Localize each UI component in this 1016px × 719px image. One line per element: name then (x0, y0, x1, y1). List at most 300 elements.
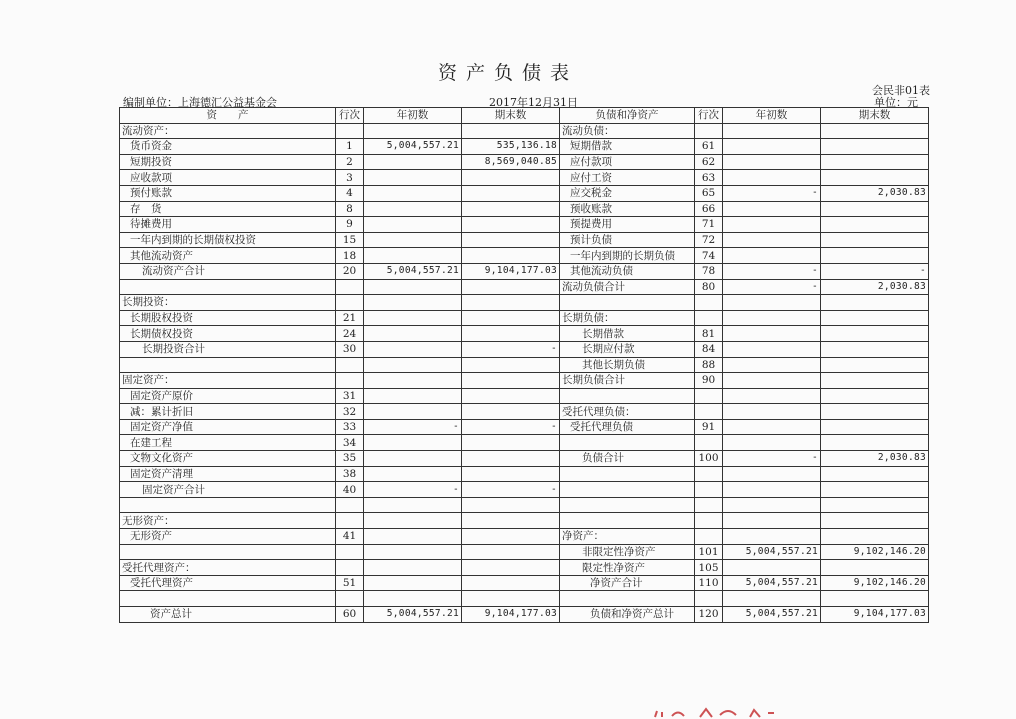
asset-begin-value (364, 497, 462, 513)
asset-end-value (462, 123, 560, 139)
asset-end-value (462, 326, 560, 342)
header-line-2: 行次 (695, 108, 723, 124)
asset-begin-value (364, 217, 462, 233)
table-row (120, 560, 929, 576)
table-row (120, 279, 929, 295)
liability-end-value (821, 529, 929, 545)
liability-end-value (821, 341, 929, 357)
asset-begin-value (364, 295, 462, 311)
asset-begin-value: - (364, 419, 462, 435)
asset-item: 长期投资合计 (120, 341, 336, 357)
asset-end-value (462, 497, 560, 513)
organization-label: 编制单位：上海德汇公益基金会 (123, 96, 277, 109)
asset-line-no: 38 (336, 466, 364, 482)
asset-line-no: 41 (336, 529, 364, 545)
table-row (120, 295, 929, 311)
liability-item: 受托代理负债： (560, 404, 695, 420)
asset-item: 文物文化资产 (120, 451, 336, 467)
liability-line-no (695, 529, 723, 545)
liability-line-no: 91 (695, 419, 723, 435)
table-row (120, 341, 929, 357)
asset-begin-value (364, 560, 462, 576)
asset-item: 固定资产原价 (120, 388, 336, 404)
liability-begin-value (723, 217, 821, 233)
asset-item: 流动资产： (120, 123, 336, 139)
table-row (120, 248, 929, 264)
liability-end-value (821, 419, 929, 435)
liability-line-no (695, 466, 723, 482)
asset-item: 资产总计 (120, 607, 336, 623)
asset-item: 存 货 (120, 201, 336, 217)
asset-begin-value (364, 326, 462, 342)
liability-end-value (821, 154, 929, 170)
liability-begin-value (723, 201, 821, 217)
header-end: 期末数 (462, 108, 560, 124)
liability-begin-value (723, 310, 821, 326)
table-row (120, 544, 929, 560)
liability-item (560, 295, 695, 311)
table-row (120, 154, 929, 170)
liability-item: 短期借款 (560, 139, 695, 155)
asset-line-no: 2 (336, 154, 364, 170)
liability-item: 一年内到期的长期负债 (560, 248, 695, 264)
liability-line-no: 88 (695, 357, 723, 373)
asset-line-no (336, 123, 364, 139)
asset-line-no (336, 373, 364, 389)
liability-line-no (695, 435, 723, 451)
liability-end-value (821, 388, 929, 404)
liability-line-no (695, 123, 723, 139)
liability-begin-value (723, 341, 821, 357)
liability-end-value: 2,030.83 (821, 279, 929, 295)
asset-end-value (462, 560, 560, 576)
liability-end-value (821, 373, 929, 389)
asset-end-value (462, 404, 560, 420)
liability-item: 应付款项 (560, 154, 695, 170)
liability-line-no: 80 (695, 279, 723, 295)
asset-item (120, 497, 336, 513)
asset-end-value (462, 388, 560, 404)
asset-begin-value (364, 435, 462, 451)
liability-end-value: - (821, 263, 929, 279)
table-row (120, 123, 929, 139)
asset-end-value: - (462, 419, 560, 435)
table-row (120, 482, 929, 498)
asset-item: 固定资产净值 (120, 419, 336, 435)
asset-item: 固定资产合计 (120, 482, 336, 498)
liability-line-no: 74 (695, 248, 723, 264)
liability-end-value: 2,030.83 (821, 185, 929, 201)
liability-end-value: 9,102,146.20 (821, 544, 929, 560)
asset-end-value (462, 295, 560, 311)
red-stamp-fragment (650, 703, 780, 719)
asset-line-no (336, 544, 364, 560)
liability-item: 长期负债合计 (560, 373, 695, 389)
asset-item: 货币资金 (120, 139, 336, 155)
table-row (120, 529, 929, 545)
asset-line-no: 20 (336, 263, 364, 279)
table-row (120, 217, 929, 233)
liability-end-value: 9,102,146.20 (821, 575, 929, 591)
liability-line-no (695, 388, 723, 404)
liability-begin-value (723, 373, 821, 389)
asset-end-value (462, 513, 560, 529)
liability-begin-value (723, 419, 821, 435)
liability-line-no: 90 (695, 373, 723, 389)
liability-line-no: 105 (695, 560, 723, 576)
table-row (120, 232, 929, 248)
asset-line-no: 34 (336, 435, 364, 451)
asset-begin-value (364, 310, 462, 326)
asset-line-no: 40 (336, 482, 364, 498)
liability-item: 其他流动负债 (560, 263, 695, 279)
asset-begin-value (364, 341, 462, 357)
asset-line-no: 51 (336, 575, 364, 591)
asset-line-no: 31 (336, 388, 364, 404)
asset-end-value (462, 435, 560, 451)
liability-begin-value (723, 513, 821, 529)
liability-line-no: 71 (695, 217, 723, 233)
table-row (120, 435, 929, 451)
table-row (120, 185, 929, 201)
asset-item: 固定资产： (120, 373, 336, 389)
asset-line-no: 18 (336, 248, 364, 264)
liability-item: 流动负债： (560, 123, 695, 139)
liability-line-no (695, 513, 723, 529)
table-row (120, 139, 929, 155)
liability-begin-value (723, 482, 821, 498)
liability-end-value (821, 201, 929, 217)
table-row (120, 451, 929, 467)
liability-item: 应交税金 (560, 185, 695, 201)
asset-line-no: 9 (336, 217, 364, 233)
table-row (120, 404, 929, 420)
liability-begin-value (723, 497, 821, 513)
asset-end-value (462, 248, 560, 264)
asset-end-value: 535,136.18 (462, 139, 560, 155)
asset-begin-value (364, 201, 462, 217)
asset-end-value: 9,104,177.03 (462, 607, 560, 623)
asset-item: 预付账款 (120, 185, 336, 201)
liability-line-no: 72 (695, 232, 723, 248)
liability-item: 其他长期负债 (560, 357, 695, 373)
asset-end-value: 9,104,177.03 (462, 263, 560, 279)
asset-line-no: 15 (336, 232, 364, 248)
asset-item (120, 279, 336, 295)
asset-item: 短期投资 (120, 154, 336, 170)
asset-begin-value: 5,004,557.21 (364, 607, 462, 623)
asset-item: 应收款项 (120, 170, 336, 186)
liability-line-no: 110 (695, 575, 723, 591)
table-row (120, 591, 929, 607)
liability-end-value (821, 435, 929, 451)
liability-line-no: 65 (695, 185, 723, 201)
asset-line-no: 3 (336, 170, 364, 186)
balance-sheet-table (119, 107, 929, 623)
asset-line-no: 35 (336, 451, 364, 467)
asset-line-no: 60 (336, 607, 364, 623)
liability-begin-value (723, 357, 821, 373)
asset-item: 受托代理资产： (120, 560, 336, 576)
liability-item: 负债合计 (560, 451, 695, 467)
liability-end-value (821, 170, 929, 186)
liability-begin-value (723, 388, 821, 404)
asset-end-value (462, 373, 560, 389)
table-header-row (120, 108, 929, 124)
table-row (120, 310, 929, 326)
liability-item (560, 466, 695, 482)
liability-begin-value: - (723, 451, 821, 467)
asset-begin-value (364, 248, 462, 264)
liability-item (560, 513, 695, 529)
asset-item: 其他流动资产 (120, 248, 336, 264)
asset-begin-value (364, 575, 462, 591)
liability-end-value (821, 466, 929, 482)
liability-item (560, 388, 695, 404)
table-row (120, 575, 929, 591)
liability-end-value (821, 497, 929, 513)
asset-item: 长期股权投资 (120, 310, 336, 326)
asset-begin-value (364, 529, 462, 545)
asset-end-value (462, 451, 560, 467)
asset-line-no (336, 591, 364, 607)
table-row (120, 326, 929, 342)
liability-line-no (695, 497, 723, 513)
liability-begin-value (723, 435, 821, 451)
liability-item: 应付工资 (560, 170, 695, 186)
liability-begin-value (723, 326, 821, 342)
liability-item (560, 591, 695, 607)
asset-end-value (462, 217, 560, 233)
asset-begin-value (364, 185, 462, 201)
asset-end-value: - (462, 341, 560, 357)
asset-end-value (462, 185, 560, 201)
asset-begin-value (364, 170, 462, 186)
asset-begin-value (364, 388, 462, 404)
liability-begin-value: - (723, 279, 821, 295)
liability-end-value (821, 248, 929, 264)
liability-item (560, 497, 695, 513)
liability-line-no: 61 (695, 139, 723, 155)
asset-item: 待摊费用 (120, 217, 336, 233)
asset-line-no: 4 (336, 185, 364, 201)
asset-item: 长期债权投资 (120, 326, 336, 342)
report-title: 资产负债表 (437, 62, 578, 84)
asset-begin-value (364, 373, 462, 389)
asset-item: 在建工程 (120, 435, 336, 451)
table-row (120, 201, 929, 217)
asset-begin-value: - (364, 482, 462, 498)
liability-begin-value (723, 139, 821, 155)
asset-begin-value (364, 513, 462, 529)
liability-begin-value (723, 560, 821, 576)
asset-item: 受托代理资产 (120, 575, 336, 591)
asset-line-no (336, 357, 364, 373)
asset-begin-value (364, 451, 462, 467)
asset-line-no (336, 279, 364, 295)
asset-item (120, 544, 336, 560)
table-row (120, 170, 929, 186)
liability-item: 预提费用 (560, 217, 695, 233)
table-row (120, 373, 929, 389)
liability-begin-value (723, 154, 821, 170)
asset-end-value (462, 591, 560, 607)
header-line: 行次 (336, 108, 364, 124)
liability-end-value (821, 232, 929, 248)
liability-item: 非限定性净资产 (560, 544, 695, 560)
liability-end-value (821, 217, 929, 233)
liability-begin-value (723, 232, 821, 248)
asset-item: 减：累计折旧 (120, 404, 336, 420)
table-row (120, 497, 929, 513)
liability-line-no: 120 (695, 607, 723, 623)
table-row (120, 263, 929, 279)
liability-item: 长期负债： (560, 310, 695, 326)
liability-begin-value: - (723, 263, 821, 279)
asset-end-value (462, 529, 560, 545)
liability-end-value: 2,030.83 (821, 451, 929, 467)
liability-end-value (821, 123, 929, 139)
asset-item: 固定资产清理 (120, 466, 336, 482)
liability-begin-value (723, 170, 821, 186)
liability-end-value (821, 560, 929, 576)
header-end-2: 期末数 (821, 108, 929, 124)
asset-begin-value (364, 544, 462, 560)
asset-end-value: - (462, 482, 560, 498)
asset-end-value (462, 544, 560, 560)
asset-line-no (336, 560, 364, 576)
table-row (120, 419, 929, 435)
table-row (120, 357, 929, 373)
liability-item: 净资产合计 (560, 575, 695, 591)
asset-begin-value (364, 154, 462, 170)
asset-begin-value (364, 404, 462, 420)
liability-begin-value: 5,004,557.21 (723, 575, 821, 591)
table-row (120, 607, 929, 623)
liability-line-no (695, 310, 723, 326)
liability-begin-value: - (723, 185, 821, 201)
liability-line-no (695, 404, 723, 420)
asset-line-no: 33 (336, 419, 364, 435)
asset-item (120, 591, 336, 607)
liability-line-no (695, 591, 723, 607)
liability-end-value: 9,104,177.03 (821, 607, 929, 623)
header-asset: 资 产 (120, 108, 336, 124)
asset-line-no: 30 (336, 341, 364, 357)
header-begin: 年初数 (364, 108, 462, 124)
liability-line-no: 81 (695, 326, 723, 342)
header-liabilities: 负债和净资产 (560, 108, 695, 124)
asset-line-no: 21 (336, 310, 364, 326)
liability-line-no: 84 (695, 341, 723, 357)
liability-end-value (821, 404, 929, 420)
liability-item: 流动负债合计 (560, 279, 695, 295)
asset-begin-value (364, 591, 462, 607)
asset-line-no: 32 (336, 404, 364, 420)
asset-begin-value (364, 123, 462, 139)
liability-begin-value (723, 591, 821, 607)
liability-end-value (821, 139, 929, 155)
liability-end-value (821, 513, 929, 529)
liability-end-value (821, 295, 929, 311)
asset-end-value (462, 357, 560, 373)
asset-begin-value: 5,004,557.21 (364, 263, 462, 279)
asset-end-value (462, 232, 560, 248)
liability-line-no: 62 (695, 154, 723, 170)
asset-begin-value (364, 279, 462, 295)
table-row (120, 513, 929, 529)
liability-item: 受托代理负债 (560, 419, 695, 435)
liability-end-value (821, 482, 929, 498)
asset-end-value (462, 201, 560, 217)
liability-begin-value (723, 123, 821, 139)
liability-line-no (695, 295, 723, 311)
liability-item: 预收账款 (560, 201, 695, 217)
liability-item (560, 482, 695, 498)
table-row (120, 388, 929, 404)
form-code: 会民非01表 (872, 84, 930, 97)
asset-item: 流动资产合计 (120, 263, 336, 279)
asset-begin-value: 5,004,557.21 (364, 139, 462, 155)
liability-item: 净资产： (560, 529, 695, 545)
asset-begin-value (364, 466, 462, 482)
liability-line-no: 66 (695, 201, 723, 217)
asset-line-no (336, 497, 364, 513)
asset-end-value: 8,569,040.85 (462, 154, 560, 170)
liability-end-value (821, 357, 929, 373)
asset-end-value (462, 310, 560, 326)
currency-unit: 单位：元 (874, 96, 918, 109)
liability-begin-value: 5,004,557.21 (723, 544, 821, 560)
liability-item: 预计负债 (560, 232, 695, 248)
asset-line-no: 8 (336, 201, 364, 217)
liability-end-value (821, 310, 929, 326)
table-row (120, 466, 929, 482)
report-date: 2017年12月31日 (489, 96, 578, 109)
asset-begin-value (364, 232, 462, 248)
liability-begin-value (723, 466, 821, 482)
header-begin-2: 年初数 (723, 108, 821, 124)
asset-item (120, 357, 336, 373)
liability-item (560, 435, 695, 451)
asset-item: 长期投资： (120, 295, 336, 311)
liability-item: 负债和净资产总计 (560, 607, 695, 623)
liability-line-no: 100 (695, 451, 723, 467)
liability-end-value (821, 591, 929, 607)
liability-item: 长期借款 (560, 326, 695, 342)
asset-item: 无形资产： (120, 513, 336, 529)
asset-item: 一年内到期的长期债权投资 (120, 232, 336, 248)
asset-line-no (336, 513, 364, 529)
asset-line-no: 1 (336, 139, 364, 155)
liability-line-no: 101 (695, 544, 723, 560)
asset-line-no (336, 295, 364, 311)
liability-line-no (695, 482, 723, 498)
liability-begin-value: 5,004,557.21 (723, 607, 821, 623)
liability-item: 长期应付款 (560, 341, 695, 357)
asset-item: 无形资产 (120, 529, 336, 545)
asset-end-value (462, 575, 560, 591)
asset-end-value (462, 466, 560, 482)
liability-end-value (821, 326, 929, 342)
asset-end-value (462, 170, 560, 186)
liability-item: 限定性净资产 (560, 560, 695, 576)
asset-end-value (462, 279, 560, 295)
liability-begin-value (723, 404, 821, 420)
liability-begin-value (723, 295, 821, 311)
liability-line-no: 78 (695, 263, 723, 279)
asset-line-no: 24 (336, 326, 364, 342)
